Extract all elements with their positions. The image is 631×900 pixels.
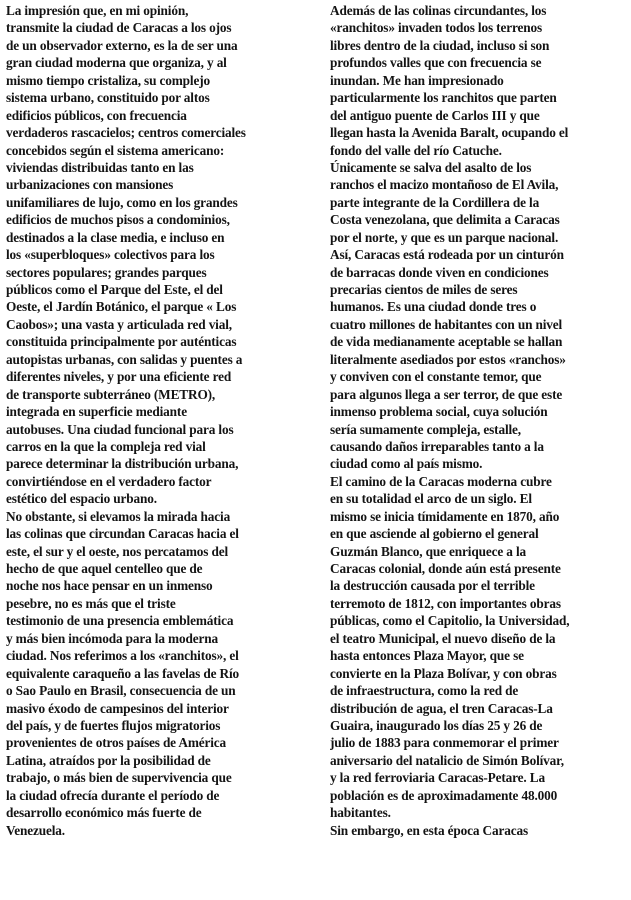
text-line: de barracas donde viven en condiciones xyxy=(330,264,549,280)
text-line: julio de 1883 para conmemorar el primer xyxy=(330,735,559,751)
text-line: diferentes niveles, y por una eficiente red xyxy=(6,369,232,385)
text-line: Sin embargo, en esta época Caracas xyxy=(330,822,529,838)
text-line: profundos valles que con frecuencia se xyxy=(330,55,542,71)
text-line: en que asciende al gobierno el general xyxy=(330,526,539,542)
text-line: la destrucción causada por el terrible xyxy=(330,578,535,594)
text-line: El camino de la Caracas moderna cubre xyxy=(330,473,552,489)
text-line: ciudad como al país mismo. xyxy=(330,456,483,472)
text-line: concebidos según el sistema americano: xyxy=(6,142,225,158)
text-line: inmenso problema social, cuya solución xyxy=(330,404,548,420)
text-line: viviendas distribuidas tanto en las xyxy=(6,159,194,175)
text-line: testimonio de una presencia emblemática xyxy=(6,613,234,629)
text-line: inundan. Me han impresionado xyxy=(330,72,504,88)
text-line: particularmente los ranchitos que parten xyxy=(330,90,557,106)
text-line: masivo éxodo de campesinos del interior xyxy=(6,700,229,716)
text-line: unifamiliares de lujo, como en los grandes xyxy=(6,194,238,210)
text-line: fondo del valle del río Catuche. xyxy=(330,142,502,158)
text-line: Latina, atraídos por la posibilidad de xyxy=(6,752,211,768)
text-line: Costa venezolana, que delimita a Caracas xyxy=(330,212,560,228)
text-line: del país, y de fuertes flujos migratorios xyxy=(6,717,221,733)
text-line: del antiguo puente de Carlos III y que xyxy=(330,107,540,123)
text-line: Oeste, el Jardín Botánico, el parque « Los xyxy=(6,299,237,315)
text-line: llegan hasta la Avenida Baralt, ocupando el xyxy=(330,125,569,141)
text-line: constituida principalmente por auténticas xyxy=(6,334,237,350)
text-line: cuatro millones de habitantes con un nivel xyxy=(330,316,563,332)
text-line: este, el sur y el oeste, nos percatamos del xyxy=(6,543,229,559)
text-line: «ranchitos» invaden todos los terrenos xyxy=(330,20,542,36)
text-line: sería sumamente compleja, estalle, xyxy=(330,421,521,437)
text-line: habitantes. xyxy=(330,805,391,821)
text-line: convirtiéndose en el verdadero factor xyxy=(6,473,212,489)
text-line: noche nos hace pensar en un inmenso xyxy=(6,578,213,594)
text-line: convierte en la Plaza Bolívar, y con obras xyxy=(330,665,557,681)
text-line: mismo tiempo cristaliza, su complejo xyxy=(6,72,210,88)
text-line: destinados a la clase media, e incluso en xyxy=(6,229,225,245)
text-line: autopistas urbanas, con salidas y puentes a xyxy=(6,351,243,367)
left-text-column xyxy=(6,2,303,839)
text-line: verdaderos rascacielos; centros comerciales xyxy=(6,125,246,141)
text-line: desarrollo económico más fuerte de xyxy=(6,805,202,821)
text-line: hecho de que aquel centelleo que de xyxy=(6,561,203,576)
text-line: precarias cientos de miles de seres xyxy=(330,282,518,297)
text-line: los «superbloques» colectivos para los xyxy=(6,247,215,263)
text-line: la ciudad ofrecía durante el período de xyxy=(6,787,220,803)
text-line: ranchos el macizo montañoso de El Avila, xyxy=(330,177,559,193)
text-line: de vida medianamente aceptable se hallan xyxy=(330,334,563,350)
text-line: por el norte, y que es un parque nacional. xyxy=(330,229,559,245)
text-line: parte integrante de la Cordillera de la xyxy=(330,194,540,210)
text-line: y conviven con el constante temor, que xyxy=(330,369,542,385)
text-line: el teatro Municipal, el nuevo diseño de la xyxy=(330,630,556,646)
text-line: gran ciudad moderna que organiza, y al xyxy=(6,55,227,71)
text-line: ciudad. Nos referimos a los «ranchitos», el xyxy=(6,648,239,664)
text-line: de un observador externo, es la de ser una xyxy=(6,37,238,53)
text-line: edificios públicos, con frecuencia xyxy=(6,107,187,123)
text-line: hasta entonces Plaza Mayor, que se xyxy=(330,648,524,664)
text-line: literalmente asediados por estos «ranchos» xyxy=(330,351,566,367)
text-line: Venezuela. xyxy=(6,822,65,838)
text-line: carros en la que la compleja red vial xyxy=(6,438,206,454)
text-line: Además de las colinas circundantes, los xyxy=(330,3,547,18)
text-line: y la red ferroviaria Caracas-Petare. La xyxy=(330,770,545,786)
text-line: aniversario del natalicio de Simón Bolívar, xyxy=(330,752,564,768)
text-line: Caracas colonial, donde aún está presente xyxy=(330,561,561,576)
text-line: para algunos llega a ser terror, de que este xyxy=(330,386,563,402)
text-line: equivalente caraqueño a las favelas de Río xyxy=(6,665,240,681)
text-line: Guaira, inaugurado los días 25 y 26 de xyxy=(330,717,543,733)
text-line: Así, Caracas está rodeada por un cinturón xyxy=(330,247,564,263)
text-line: mismo se inicia tímidamente en 1870, año xyxy=(330,508,560,524)
text-line: de transporte subterráneo (METRO), xyxy=(6,386,216,402)
text-line: las colinas que circundan Caracas hacia el xyxy=(6,526,239,542)
text-line: edificios de muchos pisos a condominios, xyxy=(6,212,230,228)
text-line: pesebre, no es más que el triste xyxy=(6,595,176,611)
text-line: autobuses. Una ciudad funcional para los xyxy=(6,421,234,437)
text-line: sectores populares; grandes parques xyxy=(6,264,207,280)
text-line: transmite la ciudad de Caracas a los ojos xyxy=(6,20,232,36)
text-line: población es de aproximadamente 48.000 xyxy=(330,787,558,803)
text-line: causando daños irreparables tanto a la xyxy=(330,438,544,454)
text-line: humanos. Es una ciudad donde tres o xyxy=(330,299,537,315)
text-line: provenientes de otros países de América xyxy=(6,735,227,751)
text-line: en su totalidad el arco de un siglo. El xyxy=(330,491,532,507)
text-line: trabajo, o más bien de supervivencia que xyxy=(6,770,232,786)
text-line: públicos como el Parque del Este, el del xyxy=(6,282,223,297)
right-text-column xyxy=(330,2,625,839)
text-line: y más bien incómoda para la moderna xyxy=(6,630,218,646)
text-line: libres dentro de la ciudad, incluso si son xyxy=(330,37,550,53)
text-line: No obstante, si elevamos la mirada hacia xyxy=(6,508,231,524)
text-line: Únicamente se salva del asalto de los xyxy=(330,159,532,175)
text-line: Caobos»; una vasta y articulada red vial, xyxy=(6,316,232,332)
text-line: públicas, como el Capitolio, la Universidad, xyxy=(330,613,570,629)
text-line: terremoto de 1812, con importantes obras xyxy=(330,595,561,611)
text-line: integrada en superficie mediante xyxy=(6,404,187,420)
text-line: distribución de agua, el tren Caracas-La xyxy=(330,700,553,716)
text-line: parece determinar la distribución urbana, xyxy=(6,456,239,472)
text-line: o Sao Paulo en Brasil, consecuencia de un xyxy=(6,683,236,699)
text-line: urbanizaciones con mansiones xyxy=(6,177,174,193)
text-line: La impresión que, en mi opinión, xyxy=(6,3,189,18)
text-line: sistema urbano, constituido por altos xyxy=(6,90,210,106)
text-line: Guzmán Blanco, que enriquece a la xyxy=(330,543,526,559)
text-line: de infraestructura, como la red de xyxy=(330,683,519,699)
text-line: estético del espacio urbano. xyxy=(6,491,157,507)
